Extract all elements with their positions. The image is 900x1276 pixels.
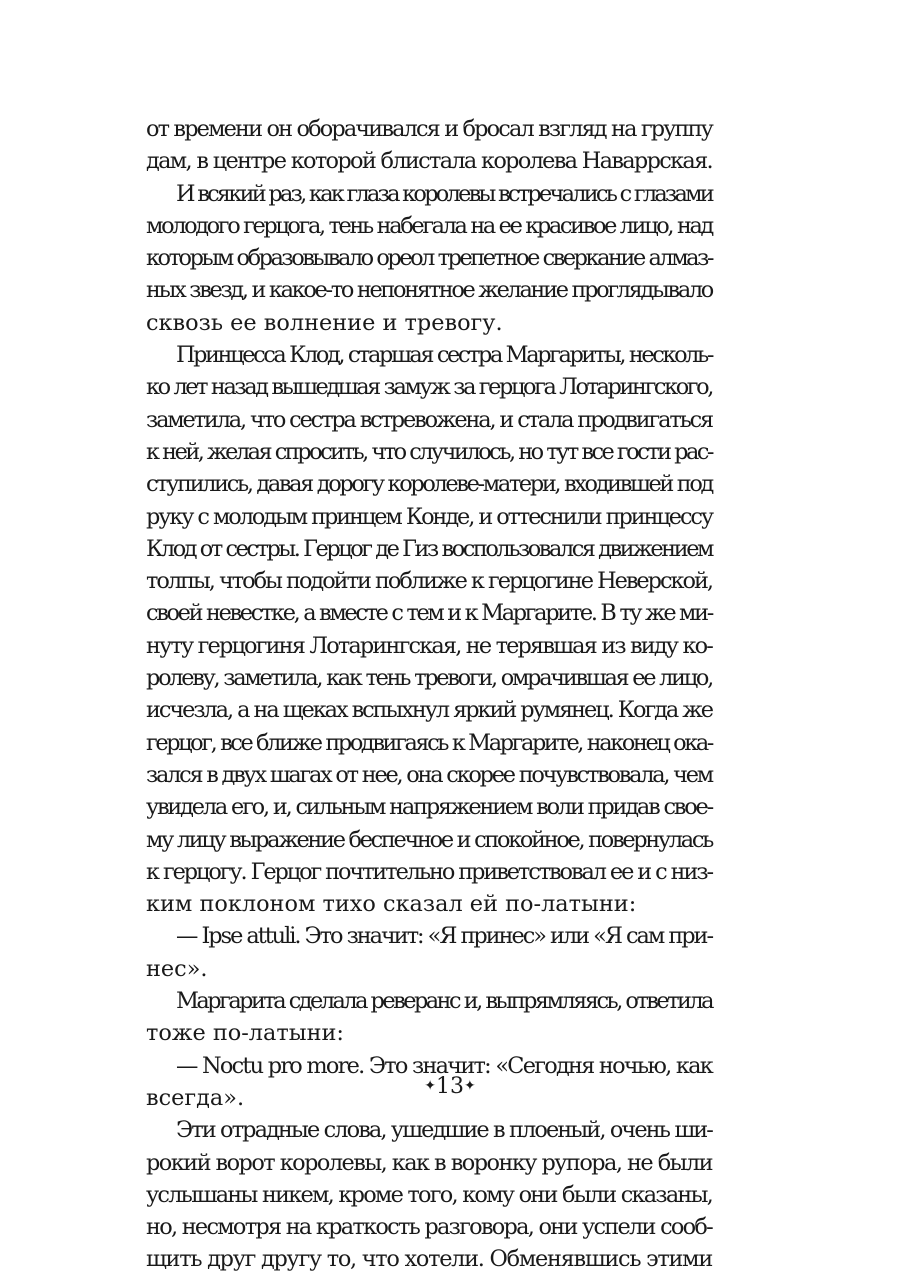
text-line: Эти отрадные слова, ушедшие в плоеный, очень ши- bbox=[176, 1117, 712, 1144]
text-line: зался в двух шагах от нее, она скорее почувствовала, чем bbox=[146, 761, 712, 788]
text-line: к ней, желая спросить, что случилось, но тут все гости рас- bbox=[146, 438, 712, 465]
text-line: которым образовывало ореол трепетное сверкание алмаз- bbox=[146, 245, 712, 272]
ornament-right-icon: ✦ bbox=[464, 1078, 476, 1094]
text-line: Маргарита сделала реверанс и, выпрямляясь, ответила bbox=[176, 988, 712, 1015]
text-line: И всякий раз, как глаза королевы встречались с глазами bbox=[176, 180, 712, 207]
text-line: ким поклоном тихо сказал ей по-латыни: bbox=[146, 891, 637, 918]
text-line: ко лет назад вышедшая замуж за герцога Лотарингского, bbox=[146, 374, 712, 401]
text-line: ролеву, заметила, как тень тревоги, омрачившая ее лицо, bbox=[146, 665, 712, 692]
text-line: сквозь ее волнение и тревогу. bbox=[146, 309, 503, 336]
text-line: увидела его, и, сильным напряжением воли придав свое- bbox=[146, 794, 712, 821]
text-line: ных звезд, и какое-то непонятное желание проглядывало bbox=[146, 277, 712, 304]
text-line: нуту герцогиня Лотарингская, не терявшая из виду ко- bbox=[146, 632, 712, 659]
text-line: исчезла, а на щеках вспыхнул яркий румянец. Когда же bbox=[146, 697, 712, 724]
text-line: дам, в центре которой блистала королева Наваррская. bbox=[146, 148, 712, 175]
text-line: — Noctu pro more. Это значит: «Сегодня ночью, как bbox=[176, 1052, 712, 1079]
text-line: от времени он оборачивался и бросал взгляд на группу bbox=[146, 116, 712, 142]
page-number: 13 bbox=[436, 1074, 464, 1099]
text-line: тоже по-латыни: bbox=[146, 1020, 344, 1047]
text-line: но, несмотря на краткость разговора, они успели сооб- bbox=[146, 1214, 712, 1241]
text-line: всегда». bbox=[146, 1084, 245, 1111]
text-line: услышаны никем, кроме того, кому они были сказаны, bbox=[146, 1181, 712, 1208]
text-line: молодого герцога, тень набегала на ее красивое лицо, над bbox=[146, 212, 712, 239]
text-line: Принцесса Клод, старшая сестра Маргариты, несколь- bbox=[176, 342, 712, 369]
text-line: — Ipse attuli. Это значит: «Я принес» или «Я сам при- bbox=[176, 923, 712, 950]
text-line: щить друг другу то, что хотели. Обменявшись этими bbox=[146, 1246, 712, 1273]
text-line: заметила, что сестра встревожена, и стала продвигаться bbox=[146, 406, 712, 433]
page-text-block bbox=[146, 113, 712, 1276]
text-line: нес». bbox=[146, 955, 208, 982]
text-line: му лицу выражение беспечное и спокойное, повернулась bbox=[146, 826, 712, 853]
ornament-left-icon: ✦ bbox=[424, 1078, 436, 1094]
page-number-footer bbox=[0, 1074, 900, 1099]
text-line: толпы, чтобы подойти поближе к герцогине Неверской, bbox=[146, 568, 712, 595]
text-line: Клод от сестры. Герцог де Гиз воспользовался движением bbox=[146, 535, 712, 562]
text-line: ступились, давая дорогу королеве-матери, входившей под bbox=[146, 471, 712, 498]
text-line: своей невестке, а вместе с тем и к Маргарите. В ту же ми- bbox=[146, 600, 712, 627]
text-line: рокий ворот королевы, как в воронку рупора, не были bbox=[146, 1149, 712, 1176]
text-line: руку с молодым принцем Конде, и оттеснили принцессу bbox=[146, 503, 712, 530]
text-line: к герцогу. Герцог почтительно приветствовал ее и с низ- bbox=[146, 858, 712, 885]
text-line: герцог, все ближе продвигаясь к Маргарите, наконец ока- bbox=[146, 729, 712, 756]
